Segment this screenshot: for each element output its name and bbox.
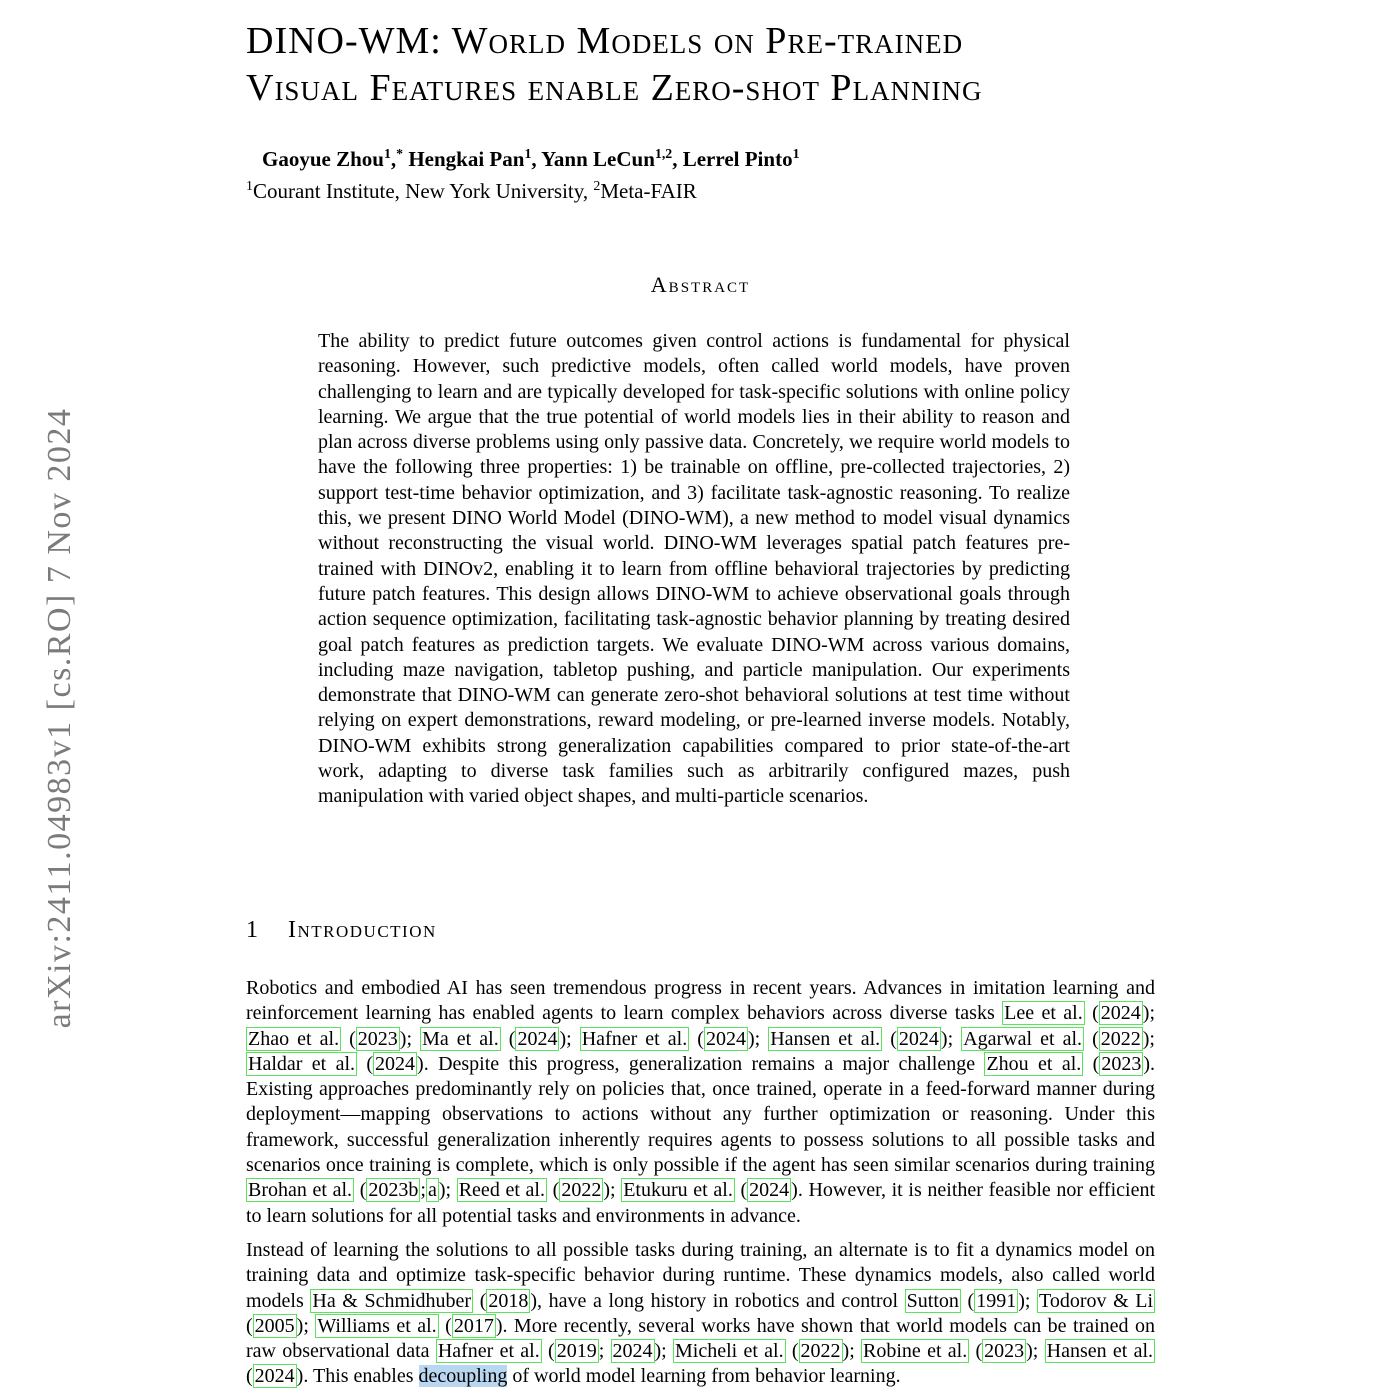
text-segment: ); [1142, 1002, 1155, 1025]
paper-title-line-2: Visual Features enable Zero-shot Planning [246, 67, 983, 109]
text-segment: ( [547, 1179, 560, 1202]
text-segment: ( [969, 1340, 983, 1363]
citation-link[interactable]: Hafner et al. [581, 1027, 688, 1050]
text-segment: ); [654, 1340, 673, 1363]
text-segment: ); [1142, 1027, 1155, 1050]
text-segment: ); [559, 1027, 580, 1050]
citation-link[interactable]: Ma et al. [422, 1027, 499, 1050]
text-segment: ( [1084, 1002, 1099, 1025]
author-line [262, 147, 800, 172]
text-segment: ; [598, 1340, 611, 1363]
text-segment: Instead of learning the solutions to all possible tasks during training, an alternate is to fit a dynamics model on training data and optimize task-specific behavior during runtime. These dynamics models, also called world models [246, 1238, 1155, 1312]
section-heading-introduction [246, 917, 437, 944]
citation-link[interactable]: Hafner et al. [437, 1340, 540, 1363]
citation-link[interactable]: 2024 [749, 1179, 790, 1202]
citation-link[interactable]: Brohan et al. [248, 1179, 353, 1202]
section-title: Introduction [288, 917, 437, 943]
text-segment: Gaoyue Zhou [262, 147, 384, 171]
paper-title-line-1: DINO-WM: World Models on Pre-trained [246, 20, 964, 62]
text-segment: , Lerrel Pinto [672, 147, 793, 171]
citation-link[interactable]: Williams et al. [317, 1314, 437, 1337]
text-segment: ( [354, 1179, 367, 1202]
text-segment: ( [473, 1289, 487, 1312]
citation-link[interactable]: 2019 [556, 1340, 597, 1363]
text-segment: ( [438, 1314, 452, 1337]
superscript: 1 [792, 146, 800, 161]
citation-link[interactable]: 2023 [1101, 1052, 1142, 1075]
text-segment: ), have a long history in robotics and control [530, 1289, 905, 1312]
text-segment: ). Existing approaches predominantly rely on policies that, once trained, operate in a feed-forward manner during deployment—mapping observations to actions without any further optimization or reasoning. Under this framework, successful generalization inherently requires agents to possess solutions to all possible tasks and scenarios once training is complete, which is only possible if the agent has seen similar scenarios during training [246, 1052, 1155, 1177]
text-segment: ( [246, 1365, 253, 1388]
citation-link[interactable]: 2024 [612, 1340, 653, 1363]
text-segment: Meta-FAIR [600, 179, 697, 203]
citation-link[interactable]: 2017 [453, 1314, 494, 1337]
text-segment: ( [689, 1027, 704, 1050]
citation-link[interactable]: Ha & Schmidhuber [312, 1289, 472, 1312]
intro-paragraph-2 [246, 1238, 1155, 1390]
text-segment: ); [296, 1314, 316, 1337]
citation-link[interactable]: Etukuru et al. [623, 1179, 733, 1202]
text-segment: ( [882, 1027, 897, 1050]
text-segment: ); [399, 1027, 421, 1050]
citation-link[interactable]: 2024 [375, 1052, 416, 1075]
citation-link[interactable]: Hansen et al. [1046, 1340, 1154, 1363]
citation-link[interactable]: Sutton [906, 1289, 959, 1312]
superscript: 1,2 [654, 146, 673, 161]
text-segment: ( [341, 1027, 356, 1050]
abstract-heading: Abstract [650, 272, 751, 297]
citation-link[interactable]: 1991 [976, 1289, 1017, 1312]
text-segment: ). More recently, several works have shown that world models can be trained on raw observational data [246, 1314, 1156, 1363]
citation-link[interactable]: Reed et al. [458, 1179, 545, 1202]
citation-link[interactable]: 2023 [357, 1027, 398, 1050]
citation-link[interactable]: 2024 [898, 1027, 939, 1050]
text-segment: ); [940, 1027, 962, 1050]
citation-link[interactable]: 2022 [561, 1179, 602, 1202]
citation-link[interactable]: Agarwal et al. [963, 1027, 1083, 1050]
text-segment: ). This enables [296, 1365, 419, 1388]
citation-link[interactable]: 2022 [1100, 1027, 1141, 1050]
link-box[interactable]: decoupling [418, 1365, 508, 1388]
text-segment: ( [541, 1340, 555, 1363]
text-segment: ( [500, 1027, 516, 1050]
text-segment: ); [842, 1340, 862, 1363]
text-segment: Courant Institute, New York University, [252, 179, 594, 203]
affiliation-line [246, 179, 697, 204]
text-segment: , Yann LeCun [531, 147, 655, 171]
text-segment: ( [785, 1340, 799, 1363]
text-segment: ); [603, 1179, 622, 1202]
intro-paragraph-1 [246, 976, 1155, 1229]
citation-link[interactable]: 2005 [254, 1314, 295, 1337]
citation-link[interactable]: Zhao et al. [248, 1027, 340, 1050]
superscript: 1 [246, 178, 253, 193]
superscript: 2 [593, 178, 601, 193]
citation-link[interactable]: 2018 [488, 1289, 529, 1312]
text-segment: ; [420, 1179, 426, 1202]
text-segment: ); [438, 1179, 457, 1202]
text-segment: ( [960, 1289, 975, 1312]
text-segment: of world model learning from behavior learning. [507, 1365, 901, 1388]
citation-link[interactable]: Lee et al. [1004, 1002, 1083, 1025]
citation-link[interactable]: 2024 [517, 1027, 558, 1050]
text-segment: ( [1083, 1052, 1100, 1075]
citation-link[interactable]: Haldar et al. [248, 1052, 356, 1075]
text-segment: ( [1084, 1027, 1099, 1050]
text-segment: ( [246, 1314, 253, 1337]
citation-link[interactable]: 2023b [368, 1179, 419, 1202]
text-segment: ). However, it is neither feasible nor efficient to learn solutions for all potential tasks and environments in advance. [246, 1179, 1155, 1227]
superscript: 1 [524, 146, 532, 161]
text-segment: , [390, 147, 397, 171]
superscript: * [396, 146, 404, 161]
text-segment: Hengkai Pan [403, 147, 525, 171]
text-segment: ); [1026, 1340, 1045, 1363]
text-segment: Robotics and embodied AI has seen tremendous progress in recent years. Advances in imitation learning and reinforcement learning has enabled agents to learn complex behaviors across diverse tasks [246, 977, 1155, 1025]
paper-title [246, 18, 983, 112]
citation-link[interactable]: 2022 [800, 1340, 841, 1363]
text-segment: ); [1018, 1289, 1038, 1312]
introduction-body [246, 976, 1155, 1390]
text-segment: ); [747, 1027, 769, 1050]
section-number: 1 [246, 917, 258, 943]
superscript: 1 [383, 146, 391, 161]
citation-link[interactable]: 2024 [254, 1365, 295, 1388]
citation-link[interactable]: 2024 [705, 1027, 746, 1050]
arxiv-watermark: arXiv:2411.04983v1 [cs.RO] 7 Nov 2024 [41, 407, 78, 1029]
text-segment: ). Despite this progress, generalization remains a major challenge [417, 1052, 985, 1075]
citation-link[interactable]: Hansen et al. [770, 1027, 881, 1050]
text-segment: ( [734, 1179, 748, 1202]
citation-link[interactable]: a [427, 1179, 437, 1202]
citation-link[interactable]: Zhou et al. [986, 1052, 1082, 1075]
citation-link[interactable]: 2024 [1100, 1002, 1141, 1025]
citation-link[interactable]: Robine et al. [863, 1340, 968, 1363]
citation-link[interactable]: 2023 [984, 1340, 1025, 1363]
abstract-text: The ability to predict future outcomes given control actions is fundamental for physical reasoning. However, such predictive models, often called world models, have proven challenging to learn and are typically developed for task-specific solutions with online policy learning. We argue that the true potential of world models lies in their ability to reason and plan across diverse problems using only passive data. Concretely, we require world models to have the following three properties: 1) be trainable on offline, pre-collected trajectories, 2) support test-time behavior optimization, and 3) facilitate task-agnostic reasoning. To realize this, we present DINO World Model (DINO-WM), a new method to model visual dynamics without reconstructing the visual world. DINO-WM leverages spatial patch features pre-trained with DINOv2, enabling it to learn from offline behavioral trajectories by predicting future patch features. This design allows DINO-WM to achieve observational goals through action sequence optimization, facilitating task-agnostic behavior planning by treating desired goal patch features as prediction targets. We evaluate DINO-WM across various domains, including maze navigation, tabletop pushing, and particle manipulation. Our experiments demonstrate that DINO-WM can generate zero-shot behavioral solutions at test time without relying on expert demonstrations, reward modeling, or pre-learned inverse models. Notably, DINO-WM exhibits strong generalization capabilities compared to prior state-of-the-art work, adapting to diverse task families such as arbitrarily configured mazes, push manipulation with varied object shapes, and multi-particle scenarios. [318, 330, 1070, 808]
text-segment: ( [357, 1052, 374, 1075]
citation-link[interactable]: Micheli et al. [675, 1340, 784, 1363]
citation-link[interactable]: Todorov & Li [1039, 1289, 1154, 1312]
